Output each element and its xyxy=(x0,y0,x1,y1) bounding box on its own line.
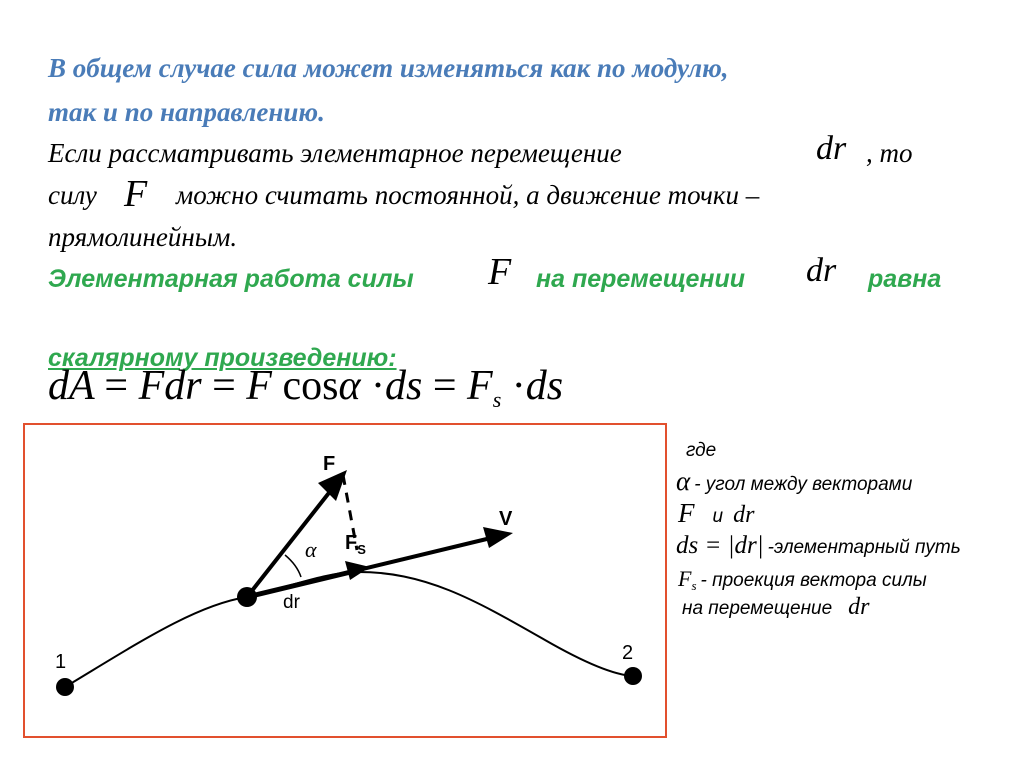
intro-line-1: В общем случае сила может изменяться как по модулю, xyxy=(48,53,729,83)
legend-alpha-text: - угол между векторами xyxy=(694,474,913,495)
paragraph-line-2-end: можно считать постоянной, а движение точки – xyxy=(176,180,760,210)
label-Fs: $F_S$ xyxy=(345,532,366,557)
legend-dr-symbol: dr xyxy=(733,502,755,528)
dr-symbol: dr xyxy=(816,130,847,167)
dr-arrowhead xyxy=(345,561,370,580)
definition-part-2: на перемещении xyxy=(536,265,745,293)
legend-fs-row xyxy=(678,566,927,594)
definition-part-1: Элементарная работа силы xyxy=(48,265,414,293)
definition-part-4: скалярному произведению: xyxy=(48,344,397,372)
formula-dA: dA xyxy=(48,363,94,409)
label-F: F xyxy=(323,453,336,475)
label-alpha: α xyxy=(305,537,317,562)
formula-ds-2: ds xyxy=(525,363,564,409)
legend-ds-formula: ds = |dr| xyxy=(676,532,764,559)
label-dr: dr xyxy=(283,592,300,613)
label-point-2: 2 xyxy=(622,642,634,664)
definition-f-symbol: F xyxy=(488,251,512,293)
formula-cos: cos xyxy=(282,363,339,409)
legend-f-symbol: F xyxy=(678,498,695,528)
formula-Fs-sub: s xyxy=(492,387,502,412)
formula-eq-2: = xyxy=(212,363,236,409)
definition-part-3: равна xyxy=(868,265,942,293)
work-formula xyxy=(48,362,563,413)
legend-fs-row-2 xyxy=(682,594,870,621)
legend-where: где xyxy=(686,440,717,461)
legend-fs-text: - проекция вектора силы xyxy=(700,570,927,591)
paragraph-line-1-text: Если рассматривать элементарное перемещение xyxy=(48,138,622,168)
legend-fs-sub: s xyxy=(691,578,697,594)
formula-Fs: F xyxy=(467,363,493,409)
legend-fs-symbol: F xyxy=(678,566,692,591)
legend-f-and-dr-row xyxy=(678,498,754,529)
paragraph-line-3: прямолинейным. xyxy=(48,222,238,252)
formula-F: F xyxy=(246,363,272,409)
diagram-frame xyxy=(23,423,667,738)
formula-ds-1: ds xyxy=(384,363,423,409)
definition-dr-symbol: dr xyxy=(806,252,837,289)
intro-text xyxy=(48,46,729,134)
label-V: V xyxy=(499,508,513,530)
formula-eq-3: = xyxy=(432,363,457,409)
point-2 xyxy=(624,667,642,685)
point-1 xyxy=(56,678,74,696)
legend-and: и xyxy=(712,506,724,527)
formula-alpha: α xyxy=(338,363,361,409)
formula-eq-1: = xyxy=(104,363,129,409)
formula-Fdr: Fdr xyxy=(138,363,202,409)
trajectory-diagram xyxy=(25,425,665,736)
velocity-arrowhead xyxy=(483,527,513,548)
legend-dr-symbol-2: dr xyxy=(848,594,870,620)
formula-dot-1: · xyxy=(370,363,385,409)
intro-line-2: так и по направлению. xyxy=(48,97,325,127)
f-symbol: F xyxy=(124,173,148,215)
paragraph-line-1-end: , то xyxy=(866,138,913,168)
paragraph-line-2-start: силу xyxy=(48,180,97,210)
legend-alpha-row xyxy=(676,466,912,497)
legend-ds-text: -элементарный путь xyxy=(767,537,961,558)
angle-arc xyxy=(285,555,301,577)
legend-fs-text-2: на перемещение xyxy=(682,598,833,619)
trajectory-curve xyxy=(65,572,633,687)
legend-ds-row xyxy=(676,532,961,560)
label-point-1: 1 xyxy=(55,651,67,673)
formula-dot-2: · xyxy=(511,363,526,409)
legend-alpha-symbol: α xyxy=(676,466,691,496)
paragraph-line-1 xyxy=(48,138,622,169)
